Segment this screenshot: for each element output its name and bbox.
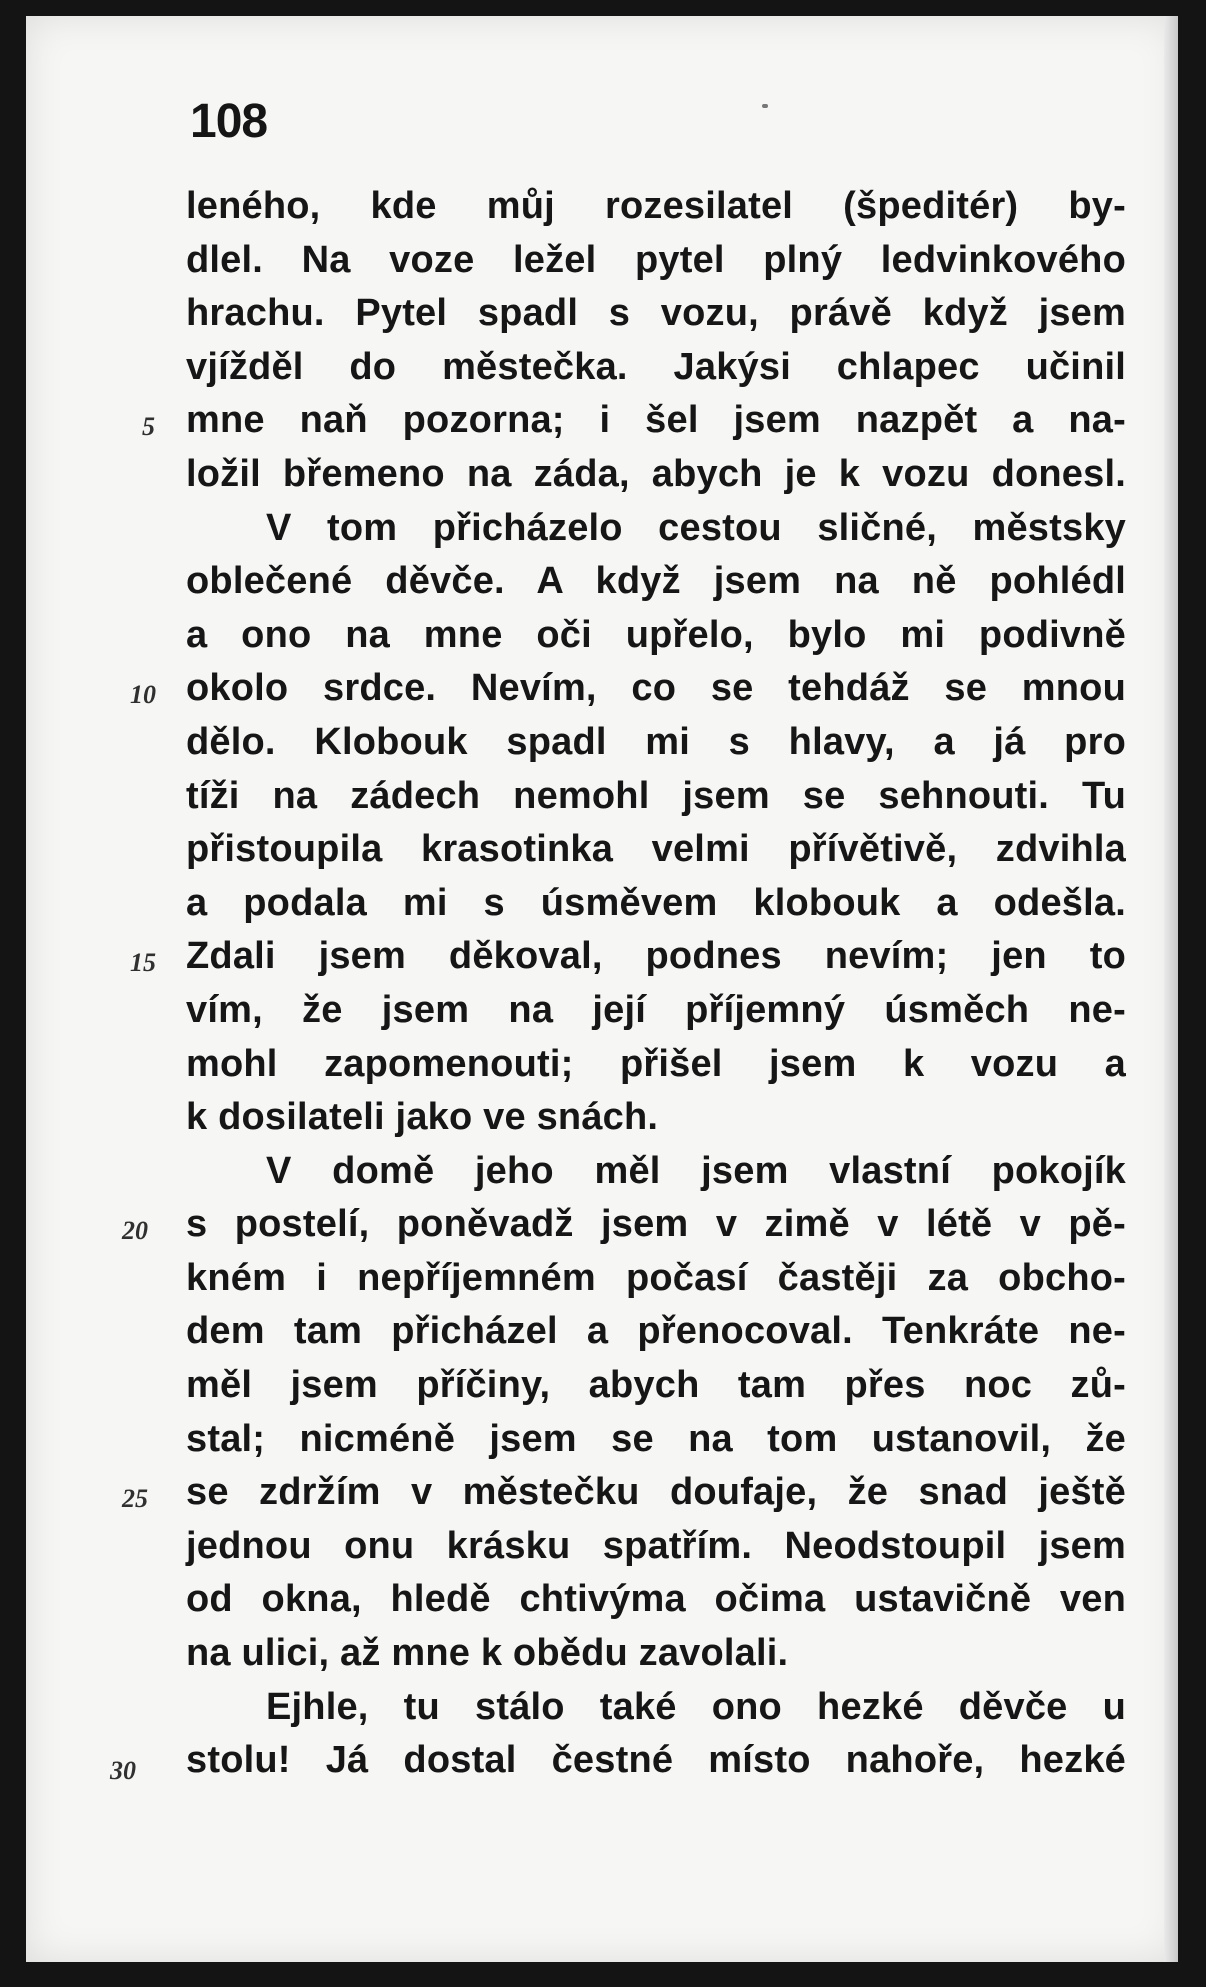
body-text [186, 180, 1126, 1788]
text-line: stal; nicméně jsem se na tom ustanovil, že [186, 1417, 1126, 1460]
text-line: kném i nepříjemném počasí častěji za obcho- [186, 1256, 1126, 1299]
text-line: přistoupila krasotinka velmi přívětivě, zdvihla [186, 828, 1126, 871]
text-line: měl jsem příčiny, abych tam přes noc zů- [186, 1364, 1126, 1407]
page-edge [1164, 16, 1178, 1962]
text-line: a podala mi s úsměvem klobouk a odešla. [186, 881, 1126, 924]
text-line: hrachu. Pytel spadl s vozu, právě když jsem [186, 292, 1126, 335]
text-line: leného, kde můj rozesilatel (špeditér) by- [186, 185, 1126, 227]
text-line: V tom přicházelo cestou sličné, městsky [266, 506, 1126, 549]
text-line: okolo srdce. Nevím, co se tehdáž se mnou [186, 667, 1126, 710]
text-line: jednou onu krásku spatřím. Neodstoupil jsem [186, 1524, 1126, 1567]
page-number: 108 [190, 95, 268, 148]
text-line: Ejhle, tu stálo také ono hezké děvče u [266, 1685, 1126, 1728]
text-line: V domě jeho měl jsem vlastní pokojík [266, 1149, 1126, 1192]
text-line: vím, že jsem na její příjemný úsměch ne- [186, 988, 1126, 1031]
text-line: s postelí, poněvadž jsem v zimě v létě v pě- [186, 1203, 1126, 1246]
margin-line-number: 30 [110, 1756, 136, 1785]
text-line: dělo. Klobouk spadl mi s hlavy, a já pro [186, 720, 1126, 763]
text-line: a ono na mne oči upřelo, bylo mi podivně [186, 613, 1126, 656]
text-line: Zdali jsem děkoval, podnes nevím; jen to [186, 935, 1126, 978]
margin-line-number: 25 [122, 1484, 148, 1513]
text-line: k dosilateli jako ve snách. [186, 1096, 659, 1139]
margin-line-number: 20 [122, 1216, 148, 1245]
text-line: na ulici, až mne k obědu zavolali. [186, 1632, 789, 1675]
text-line: ložil břemeno na záda, abych je k vozu donesl. [186, 452, 1126, 495]
text-line: dlel. Na voze ležel pytel plný ledvinkového [186, 238, 1126, 281]
text-line: mne naň pozorna; i šel jsem nazpět a na- [186, 399, 1126, 442]
text-line: se zdržím v městečku doufaje, že snad ještě [186, 1471, 1126, 1514]
text-line: tíži na zádech nemohl jsem se sehnouti. Tu [186, 774, 1126, 817]
book-page [26, 16, 1178, 1962]
margin-line-number: 5 [142, 412, 155, 441]
ink-speck [762, 104, 768, 108]
margin-line-number: 10 [130, 680, 156, 709]
text-line: dem tam přicházel a přenocoval. Tenkráte ne- [186, 1310, 1126, 1353]
text-line: oblečené děvče. A když jsem na ně pohlédl [186, 560, 1126, 603]
text-line: stolu! Já dostal čestné místo nahoře, hezké [186, 1739, 1126, 1782]
text-line: vjížděl do městečka. Jakýsi chlapec učinil [186, 345, 1126, 388]
margin-line-number: 15 [130, 948, 156, 977]
text-line: mohl zapomenouti; přišel jsem k vozu a [186, 1042, 1126, 1085]
text-line: od okna, hledě chtivýma očima ustavičně ven [186, 1578, 1126, 1621]
